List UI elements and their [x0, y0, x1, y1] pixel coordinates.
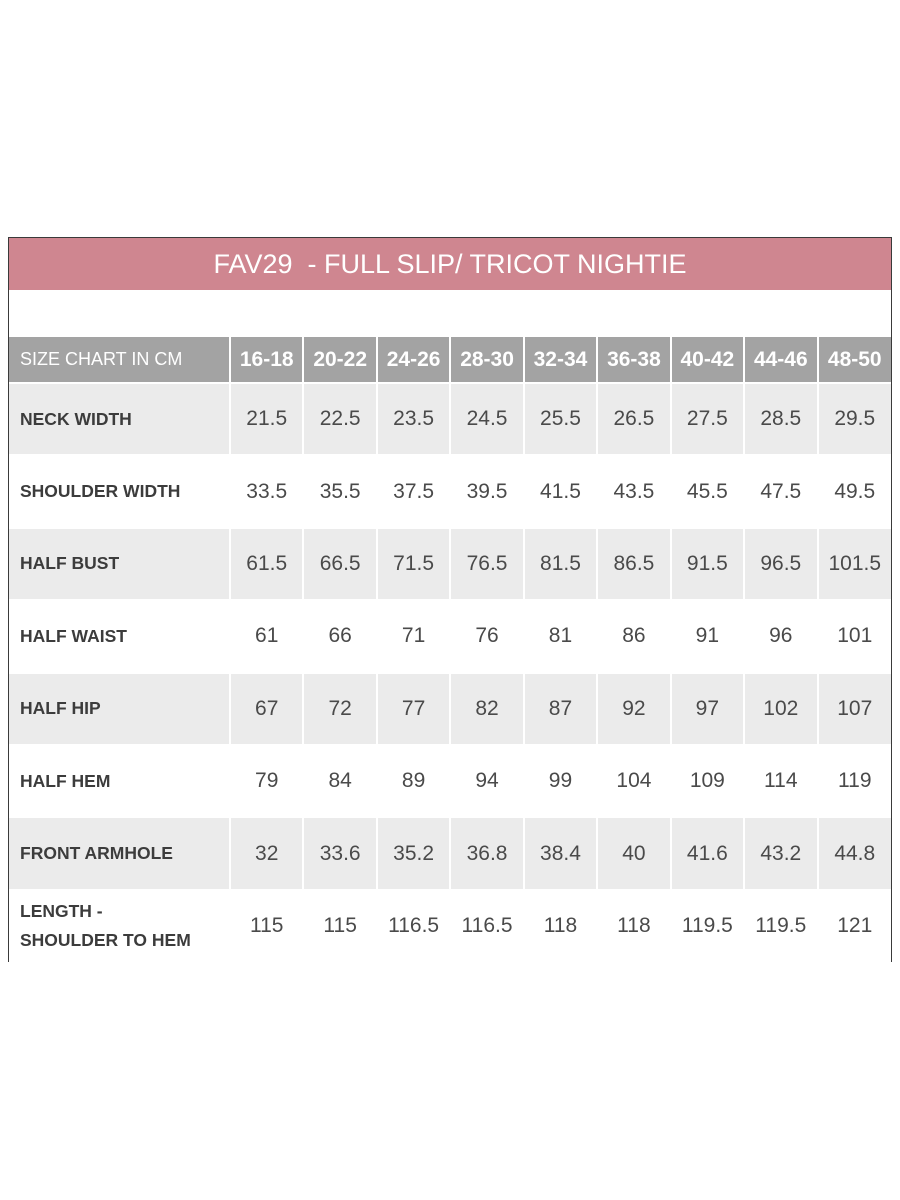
- row-label: HALF WAIST: [9, 600, 230, 672]
- size-header: 16-18: [230, 337, 303, 383]
- table-cell: 71: [377, 600, 450, 672]
- table-cell: 44.8: [818, 817, 891, 889]
- header-row: [9, 337, 891, 383]
- table-cell: 40: [597, 817, 670, 889]
- table-cell: 119.5: [744, 890, 817, 962]
- table-cell: 67: [230, 673, 303, 745]
- table-cell: 81: [524, 600, 597, 672]
- table-cell: 47.5: [744, 455, 817, 527]
- table-cell: 91: [671, 600, 744, 672]
- table-cell: 115: [230, 890, 303, 962]
- table-cell: 118: [597, 890, 670, 962]
- table-cell: 28.5: [744, 383, 817, 455]
- size-header: 36-38: [597, 337, 670, 383]
- table-cell: 38.4: [524, 817, 597, 889]
- size-header: 32-34: [524, 337, 597, 383]
- table-cell: 24.5: [450, 383, 523, 455]
- table-cell: 27.5: [671, 383, 744, 455]
- table-cell: 76: [450, 600, 523, 672]
- table-row: [9, 673, 891, 745]
- table-row: [9, 455, 891, 527]
- table-row: [9, 890, 891, 962]
- table-cell: 116.5: [450, 890, 523, 962]
- size-header: 28-30: [450, 337, 523, 383]
- table-cell: 37.5: [377, 455, 450, 527]
- size-header: 24-26: [377, 337, 450, 383]
- table-cell: 41.6: [671, 817, 744, 889]
- corner-label: SIZE CHART IN CM: [9, 337, 230, 383]
- row-label: HALF HIP: [9, 673, 230, 745]
- row-label: SHOULDER WIDTH: [9, 455, 230, 527]
- table-row: [9, 745, 891, 817]
- table-cell: 104: [597, 745, 670, 817]
- table-row: [9, 528, 891, 600]
- table-cell: 22.5: [303, 383, 376, 455]
- table-cell: 23.5: [377, 383, 450, 455]
- table-cell: 87: [524, 673, 597, 745]
- table-cell: 72: [303, 673, 376, 745]
- table-cell: 82: [450, 673, 523, 745]
- table-cell: 92: [597, 673, 670, 745]
- table-cell: 91.5: [671, 528, 744, 600]
- table-cell: 96.5: [744, 528, 817, 600]
- table-cell: 71.5: [377, 528, 450, 600]
- table-cell: 61: [230, 600, 303, 672]
- row-label: HALF BUST: [9, 528, 230, 600]
- table-cell: 66.5: [303, 528, 376, 600]
- table-cell: 77: [377, 673, 450, 745]
- size-header: 44-46: [744, 337, 817, 383]
- size-header: 48-50: [818, 337, 891, 383]
- table-cell: 21.5: [230, 383, 303, 455]
- row-label: [9, 890, 230, 962]
- table-cell: 35.5: [303, 455, 376, 527]
- table-cell: 99: [524, 745, 597, 817]
- table-cell: 43.5: [597, 455, 670, 527]
- table-cell: 97: [671, 673, 744, 745]
- table-cell: 107: [818, 673, 891, 745]
- table-cell: 33.5: [230, 455, 303, 527]
- row-label-line: SHOULDER TO HEM: [20, 930, 191, 951]
- size-header: 40-42: [671, 337, 744, 383]
- table-cell: 41.5: [524, 455, 597, 527]
- row-label: NECK WIDTH: [9, 383, 230, 455]
- table-row: [9, 600, 891, 672]
- table-cell: 25.5: [524, 383, 597, 455]
- table-cell: 89: [377, 745, 450, 817]
- table-row: [9, 383, 891, 455]
- table-cell: 39.5: [450, 455, 523, 527]
- table-cell: 119: [818, 745, 891, 817]
- table-cell: 36.8: [450, 817, 523, 889]
- size-table: [9, 337, 891, 962]
- table-cell: 45.5: [671, 455, 744, 527]
- table-cell: 29.5: [818, 383, 891, 455]
- table-cell: 86: [597, 600, 670, 672]
- table-cell: 35.2: [377, 817, 450, 889]
- table-cell: 118: [524, 890, 597, 962]
- table-cell: 81.5: [524, 528, 597, 600]
- table-cell: 86.5: [597, 528, 670, 600]
- table-cell: 115: [303, 890, 376, 962]
- table-cell: 33.6: [303, 817, 376, 889]
- row-label-line: LENGTH -: [20, 901, 103, 922]
- table-cell: 96: [744, 600, 817, 672]
- chart-title: FAV29 - FULL SLIP/ TRICOT NIGHTIE: [9, 238, 891, 290]
- row-label: FRONT ARMHOLE: [9, 817, 230, 889]
- table-cell: 79: [230, 745, 303, 817]
- table-cell: 116.5: [377, 890, 450, 962]
- table-cell: 109: [671, 745, 744, 817]
- table-cell: 66: [303, 600, 376, 672]
- table-cell: 119.5: [671, 890, 744, 962]
- table-cell: 61.5: [230, 528, 303, 600]
- table-cell: 26.5: [597, 383, 670, 455]
- size-chart: [8, 237, 892, 962]
- table-cell: 102: [744, 673, 817, 745]
- table-row: [9, 817, 891, 889]
- table-cell: 101.5: [818, 528, 891, 600]
- table-cell: 94: [450, 745, 523, 817]
- table-cell: 84: [303, 745, 376, 817]
- table-cell: 49.5: [818, 455, 891, 527]
- table-cell: 32: [230, 817, 303, 889]
- title-spacer: [9, 290, 891, 337]
- table-cell: 43.2: [744, 817, 817, 889]
- size-header: 20-22: [303, 337, 376, 383]
- table-cell: 101: [818, 600, 891, 672]
- row-label: HALF HEM: [9, 745, 230, 817]
- table-cell: 76.5: [450, 528, 523, 600]
- table-cell: 121: [818, 890, 891, 962]
- table-cell: 114: [744, 745, 817, 817]
